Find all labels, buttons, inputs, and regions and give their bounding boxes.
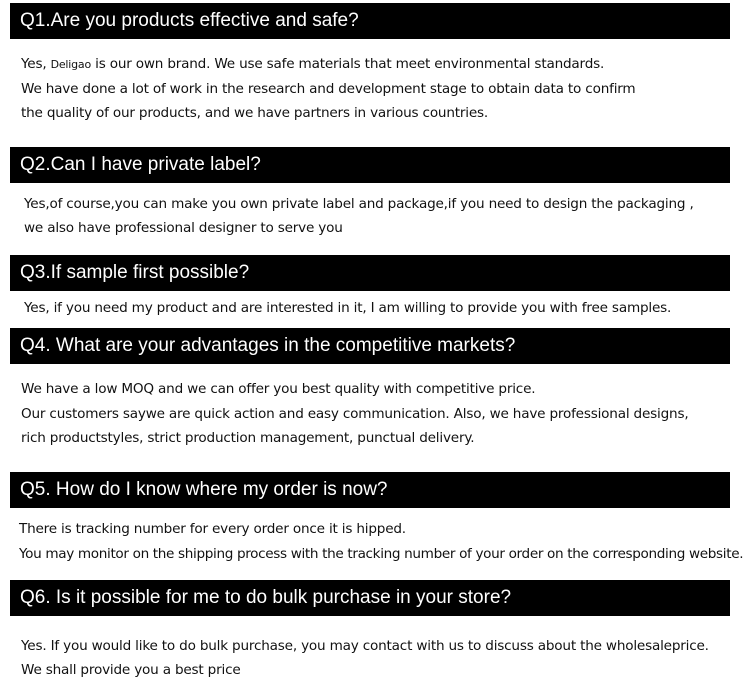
brand-name: Deligao <box>50 58 91 71</box>
faq-answer-1-line-2: We have done a lot of work in the research and development stage to obtain data to confirm <box>21 81 636 97</box>
faq-question-1: Q1.Are you products effective and safe? <box>10 3 730 39</box>
faq-answer-2-line-2: we also have professional designer to serve you <box>24 220 343 236</box>
faq-question-6: Q6. Is it possible for me to do bulk purchase in your store? <box>10 580 730 616</box>
faq-answer-4-line-2: Our customers saywe are quick action and easy communication. Also, we have professional designs, <box>21 406 689 422</box>
faq-question-5: Q5. How do I know where my order is now? <box>10 472 730 508</box>
faq-question-3: Q3.If sample first possible? <box>10 255 730 291</box>
faq-answer-3-line-1: Yes, if you need my product and are interested in it, I am willing to provide you with free samples. <box>24 300 672 316</box>
answer-text: is our own brand. We use safe materials that meet environmental standards. <box>91 56 605 72</box>
faq-answer-4-line-1: We have a low MOQ and we can offer you best quality with competitive price. <box>21 381 536 397</box>
faq-answer-5-line-1: There is tracking number for every order once it is hipped. <box>19 521 406 537</box>
faq-question-4: Q4. What are your advantages in the competitive markets? <box>10 328 730 364</box>
faq-answer-6-line-2: We shall provide you a best price <box>21 662 241 678</box>
faq-question-2: Q2.Can I have private label? <box>10 147 730 183</box>
faq-answer-6-line-1: Yes. If you would like to do bulk purchase, you may contact with us to discuss about the wholesaleprice. <box>21 638 709 654</box>
faq-answer-1-line-3: the quality of our products, and we have partners in various countries. <box>21 105 489 121</box>
faq-answer-1-line-1 <box>21 56 604 72</box>
faq-answer-2-line-1: Yes,of course,you can make you own private label and package,if you need to design the packaging , <box>24 196 694 212</box>
faq-answer-4-line-3: rich productstyles, strict production management, punctual delivery. <box>21 430 475 446</box>
faq-answer-5-line-2: You may monitor on the shipping process with the tracking number of your order on the corresponding website. <box>19 546 744 562</box>
answer-text: Yes, <box>21 56 51 72</box>
